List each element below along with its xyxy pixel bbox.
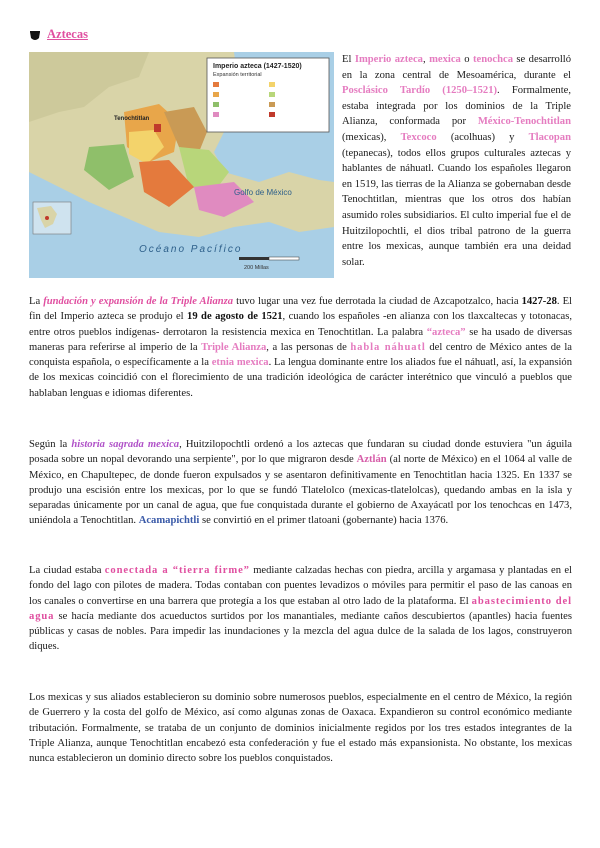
map-legend-subtitle: Expansión territorial bbox=[213, 72, 262, 78]
link-mexica[interactable]: mexica bbox=[429, 54, 461, 65]
page-title[interactable]: Aztecas bbox=[47, 27, 88, 41]
link-azteca[interactable]: “azteca” bbox=[426, 326, 466, 338]
link-fundacion-expansion[interactable]: fundación y expansión de la Triple Alianza bbox=[43, 296, 234, 307]
link-conectada-tierra-firme[interactable]: conectada a “tierra firme” bbox=[104, 565, 250, 576]
section-heading bbox=[29, 27, 88, 42]
paragraph-expansion: La fundación y expansión de la Triple Alianza tuvo lugar una vez fue derrotada la ciudad de Azcapotzalco, hacia 1427-28. El fin del Imperio azteca se produjo el 19 de agosto de 1521, cuando los españoles -en alianza con los tlaxcaltecas y totonacas, entre otros pueblos indígenas- derrotaron la resistencia mexica en Tenochtitlan. La palabra “azteca” se ha usado de diversas maneras para referirse al imperio de la Triple Alianza, a las personas de habla náhuatl del centro de México antes de la conquista española, o específicamente a la etnia mexica. La lengua dominante entre los aliados fue el náhuatl, así, la expansión de los mexicas coincidió con el florecimiento de una tradición ideológica de carácter interétnico que vinculó a pueblos que hablaban lenguas e idiomas diferentes. bbox=[29, 296, 573, 399]
link-mexico-tenochtitlan[interactable]: México-Tenochtitlan bbox=[477, 116, 571, 128]
map-image bbox=[29, 52, 334, 278]
map-legend-title: Imperio azteca (1427-1520) bbox=[213, 63, 302, 70]
paragraph-ciudad: La ciudad estaba conectada a “tierra firme” mediante calzadas hechas con piedra, arcilla y argamasa y plantadas en el fondo del lago con pilotes de madera. Todas contaban con puentes levadizos o móviles para permitir el paso de las canoas en los canales o convertirse en una barrera que protegía a los que estaban al otro lado de la plataforma. El abastecimiento del agua se hacía mediante dos acueductos surtidos por los manantiales, mediante caños descubiertos (apantles) hacia fuentes públicas y casas de nobles. Para impedir las inundaciones y la mezcla del agua dulce de la salada de los lagos, construyeron diques. bbox=[29, 565, 573, 653]
gulf-label: Golfo de México bbox=[234, 188, 292, 197]
link-tenochca[interactable]: tenochca bbox=[472, 54, 513, 65]
link-imperio-azteca[interactable]: Imperio azteca bbox=[354, 54, 423, 65]
ocean-label: Océano Pacífico bbox=[139, 244, 243, 255]
link-abastecimiento-agua[interactable]: abastecimiento del agua bbox=[29, 595, 573, 622]
link-historia-sagrada[interactable]: historia sagrada mexica bbox=[71, 439, 180, 450]
link-tlacopan[interactable]: Tlacopan bbox=[528, 131, 571, 143]
link-habla-nahuatl[interactable]: habla náhuatl bbox=[350, 341, 426, 353]
scale-label: 200 Millas bbox=[244, 265, 269, 271]
paragraph-historia: Según la historia sagrada mexica, Huitzilopochtli ordenó a los aztecas que fundaran su ciudad donde estuviera "un águila posada sobre un nopal devorando una serpiente", por lo que migraron desde Aztlán (al norte de México) en el 1064 al valle de México, en Chapultepec, de donde fueron expulsados y se asentaron definitivamente en Tenochtitlan hacia 1325. En 1337 se produjo una escisión entre los mexicas, por lo que se fundó Tlatelolco (mexicas-tlatelolcas), quedando ambas en la isla y separadas únicamente por un canal de agua, que fue conquistada durante el gobierno de Axayácatl por los tenochcas en 1473, uniéndola a Tenochtitlan. Acamapichtli se convirtió en el primer tlatoani (gobernante) hacia 1376. bbox=[29, 439, 573, 527]
link-posclasico-tardio[interactable]: Posclásico Tardío (1250–1521) bbox=[342, 85, 498, 97]
tenochtitlan-label: Tenochtitlan bbox=[114, 116, 150, 122]
paragraph-dominio: Los mexicas y sus aliados establecieron su dominio sobre numerosos pueblos, especialmente en el centro de México, la región de Guerrero y la costa del golfo de México, así como algunas zonas de Oaxaca. Expandieron su control económico mediante tributación. Formalmente, se trataba de un conjunto de dominios inicialmente regidos por los tres estados integrantes de la Triple Alianza, aunque Tenochtitlan encabezó esta confederación y fue el estado más expansionista. No obstante, los mexicas nunca establecieron un dominio directo sobre los pueblos conquistados. bbox=[29, 692, 572, 765]
aztec-empire-map bbox=[29, 52, 334, 278]
paragraph-intro: El Imperio azteca, mexica o tenochca se desarrolló en la zona central de Mesoamérica, durante el Posclásico Tardío (1250–1521). Formalmente, estaba integrada por los dominios de la Triple Alianza, conformada por México-Tenochtitlan (mexicas), Texcoco (acolhuas) y Tlacopan (tepanecas), todos ellos grupos culturales aztecas y hablantes de náhuatl. Cuando los españoles llegaron en 1519, las tierras de la Alianza se gobernaban desde Tenochtitlan, mientras que los otros dos habían asumido roles subsidiarios. El culto imperial fue el de Huitzilopochtli, el dios tribal patrono de la guerra entre los mexicas, aunque también era una deidad solar. bbox=[342, 54, 572, 268]
cup-icon bbox=[29, 29, 41, 41]
link-etnia-mexica[interactable]: etnia mexica bbox=[211, 357, 269, 369]
link-triple-alianza[interactable]: Triple Alianza bbox=[201, 341, 267, 353]
link-acamapichtli[interactable]: Acamapichtli bbox=[138, 515, 200, 527]
link-texcoco[interactable]: Texcoco bbox=[400, 131, 437, 143]
link-aztlan[interactable]: Aztlán bbox=[356, 454, 387, 466]
